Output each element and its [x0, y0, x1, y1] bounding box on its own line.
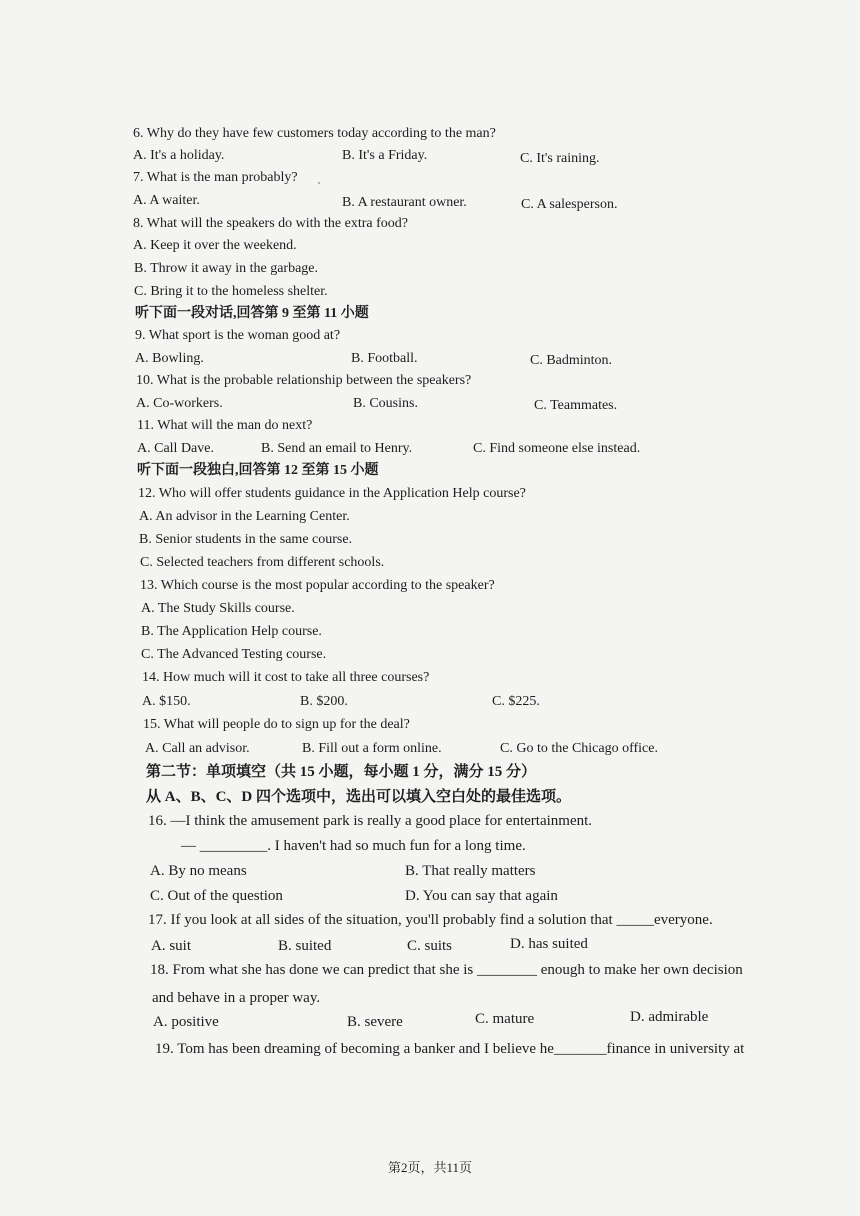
- q16-stem: 16. —I think the amusement park is really a good place for entertainment.: [148, 813, 593, 829]
- q10-option-c: C. Teammates.: [534, 398, 618, 413]
- q16-option-c: C. Out of the question: [150, 888, 283, 904]
- q16-option-d: D. You can say that again: [405, 888, 558, 904]
- q17-option-b: B. suited: [278, 938, 332, 954]
- q7-option-b: B. A restaurant owner.: [342, 195, 467, 210]
- q8-option-b: B. Throw it away in the garbage.: [134, 261, 319, 276]
- q9-option-b: B. Football.: [351, 351, 418, 366]
- q15-option-a: A. Call an advisor.: [145, 741, 250, 756]
- q9-option-c: C. Badminton.: [530, 353, 613, 368]
- q19-stem: 19. Tom has been dreaming of becoming a banker and I believe he_______finance in university at: [155, 1041, 745, 1057]
- q17-option-a: A. suit: [151, 938, 192, 954]
- q12-option-a: A. An advisor in the Learning Center.: [139, 509, 350, 524]
- q11-stem: 11. What will the man do next?: [137, 418, 313, 433]
- q11-option-a: A. Call Dave.: [137, 441, 214, 456]
- q14-option-b: B. $200.: [300, 694, 348, 709]
- section-header-9-11: 听下面一段对话,回答第 9 至第 11 小题: [135, 306, 369, 321]
- q14-option-c: C. $225.: [492, 694, 540, 709]
- q16-option-a: A. By no means: [150, 863, 247, 879]
- q11-option-c: C. Find someone else instead.: [473, 441, 641, 456]
- q6-option-b: B. It's a Friday.: [342, 148, 428, 163]
- q10-option-a: A. Co-workers.: [136, 396, 223, 411]
- q11-option-b: B. Send an email to Henry.: [261, 441, 413, 456]
- q18-stem: 18. From what she has done we can predict that she is ________ enough to make her own decision: [150, 962, 743, 978]
- q7-option-c: C. A salesperson.: [521, 197, 618, 212]
- q15-stem: 15. What will people do to sign up for the deal?: [143, 717, 410, 732]
- section-header-12-15: 听下面一段独白,回答第 12 至第 15 小题: [137, 463, 379, 478]
- q6-option-c: C. It's raining.: [520, 151, 600, 166]
- q12-option-c: C. Selected teachers from different schools.: [140, 555, 385, 570]
- q9-option-a: A. Bowling.: [135, 351, 204, 366]
- part2-title: 第二节：单项填空（共 15 小题，每小题 1 分，满分 15 分）: [146, 764, 537, 780]
- q8-option-a: A. Keep it over the weekend.: [133, 238, 297, 253]
- q13-option-a: A. The Study Skills course.: [141, 601, 295, 616]
- q16-stem-response: — _________. I haven't had so much fun for a long time.: [181, 838, 526, 854]
- q18-option-d: D. admirable: [630, 1009, 709, 1025]
- q6-stem: 6. Why do they have few customers today according to the man?: [133, 126, 496, 141]
- q14-stem: 14. How much will it cost to take all three courses?: [142, 670, 430, 685]
- q13-option-b: B. The Application Help course.: [141, 624, 322, 639]
- q13-stem: 13. Which course is the most popular according to the speaker?: [140, 578, 495, 593]
- part2-instructions: 从 A、B、C、D 四个选项中，选出可以填入空白处的最佳选项。: [146, 789, 572, 805]
- q10-option-b: B. Cousins.: [353, 396, 418, 411]
- q13-option-c: C. The Advanced Testing course.: [141, 647, 327, 662]
- q8-stem: 8. What will the speakers do with the extra food?: [133, 216, 408, 231]
- q6-option-a: A. It's a holiday.: [133, 148, 225, 163]
- q18-stem-cont: and behave in a proper way.: [152, 990, 321, 1006]
- q12-option-b: B. Senior students in the same course.: [139, 532, 353, 547]
- q8-option-c: C. Bring it to the homeless shelter.: [134, 284, 328, 299]
- q12-stem: 12. Who will offer students guidance in the Application Help course?: [138, 486, 526, 501]
- q9-stem: 9. What sport is the woman good at?: [135, 328, 341, 343]
- q10-stem: 10. What is the probable relationship between the speakers?: [136, 373, 472, 388]
- scan-speck: [318, 182, 320, 184]
- q18-option-c: C. mature: [475, 1011, 535, 1027]
- page-footer: 第2页，共11页: [387, 1160, 473, 1175]
- q14-option-a: A. $150.: [142, 694, 191, 709]
- q17-option-d: D. has suited: [510, 936, 588, 952]
- q16-option-b: B. That really matters: [405, 863, 536, 879]
- q7-stem: 7. What is the man probably?: [133, 170, 298, 185]
- q15-option-b: B. Fill out a form online.: [302, 741, 442, 756]
- q7-option-a: A. A waiter.: [133, 193, 200, 208]
- q15-option-c: C. Go to the Chicago office.: [500, 741, 658, 756]
- q18-option-b: B. severe: [347, 1014, 403, 1030]
- q17-stem: 17. If you look at all sides of the situation, you'll probably find a solution that _____everyone.: [148, 912, 713, 928]
- q18-option-a: A. positive: [153, 1014, 219, 1030]
- q17-option-c: C. suits: [407, 938, 453, 954]
